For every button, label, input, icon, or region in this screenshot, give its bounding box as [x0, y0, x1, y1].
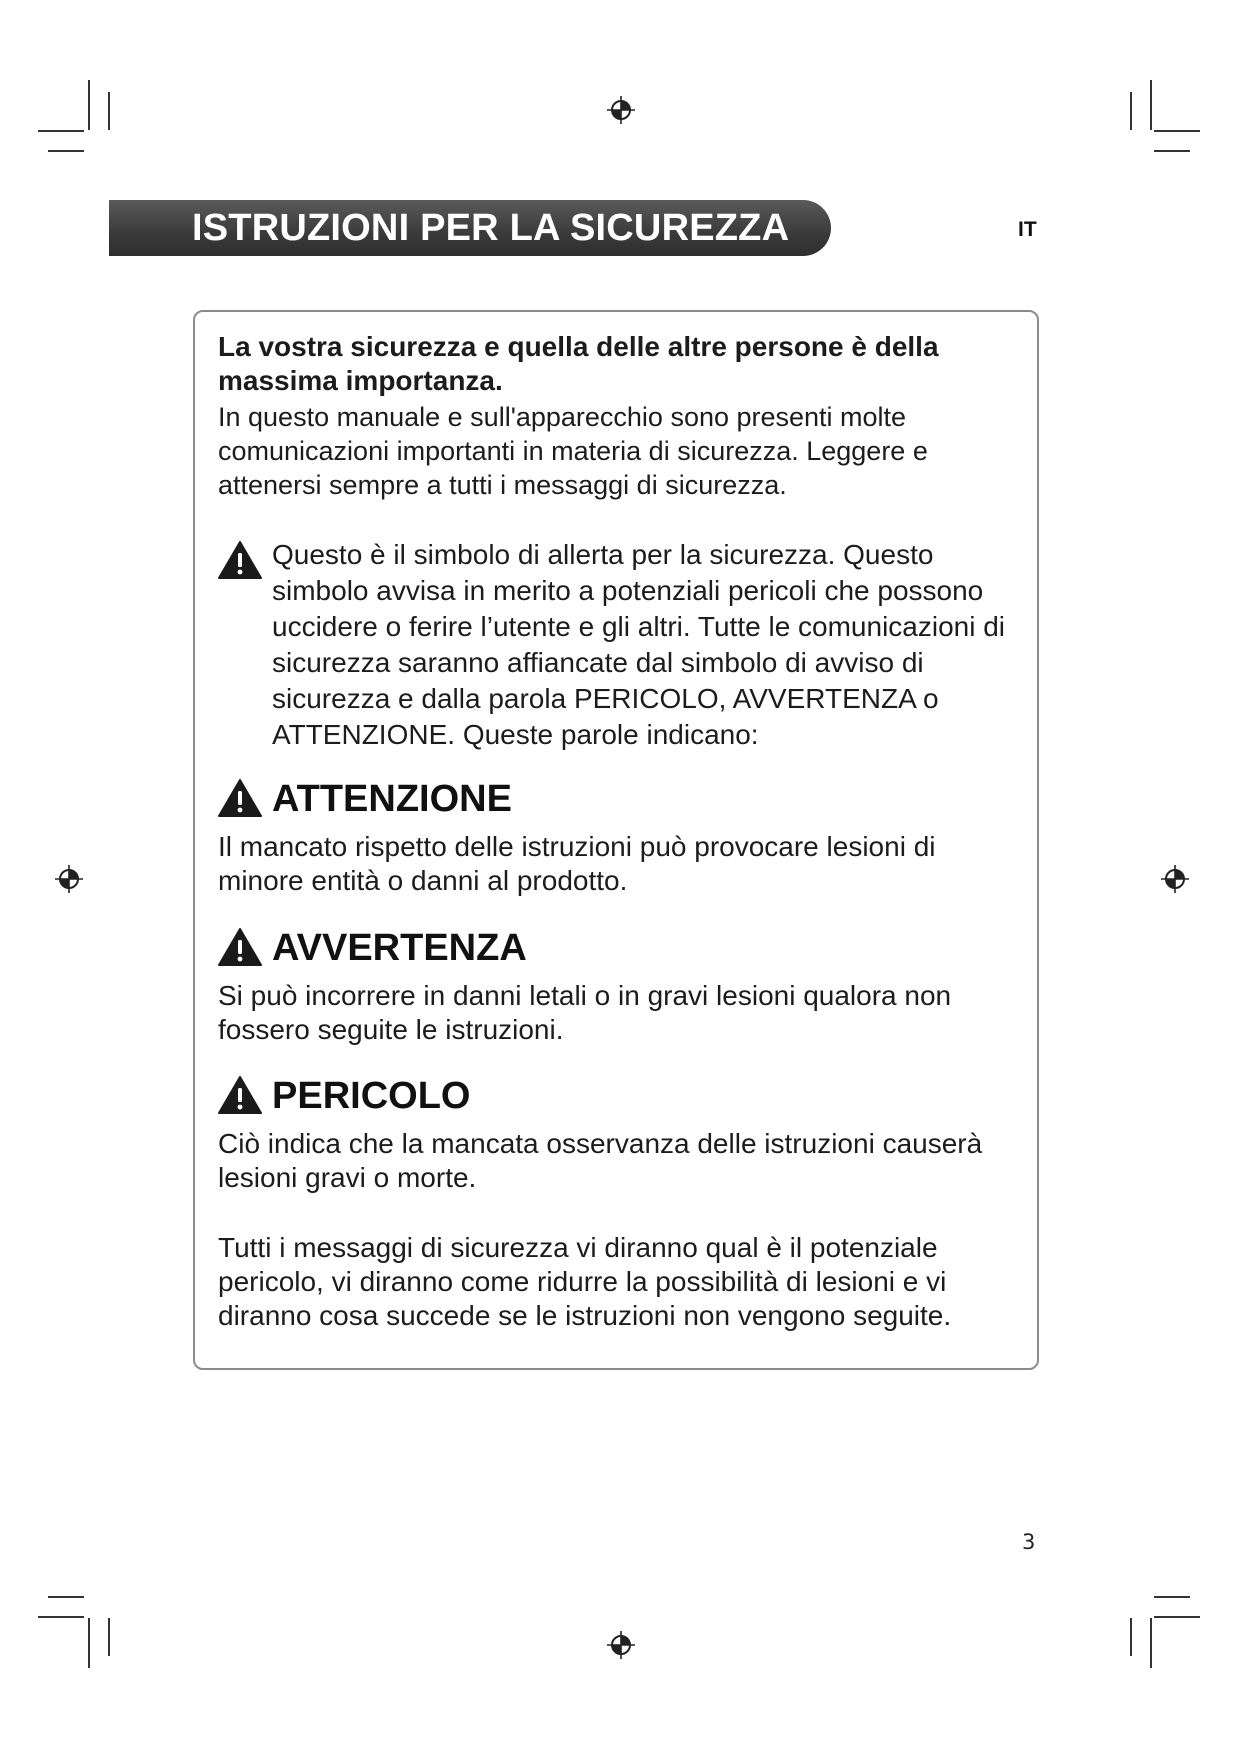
warning-triangle-icon	[217, 778, 263, 818]
registration-mark-icon	[54, 864, 84, 894]
section-text-avvertenza: Si può incorrere in danni letali o in gravi lesioni qualora non fossero seguite le istruzioni.	[218, 980, 952, 1045]
registration-mark-icon	[1160, 864, 1190, 894]
page-number: 3	[1022, 1530, 1036, 1554]
closing-text: Tutti i messaggi di sicurezza vi diranno qual è il potenziale pericolo, vi diranno come ridurre la possibilità di lesioni e vi diranno cosa succede se le istruzioni non vengono seguite.	[218, 1232, 952, 1331]
alert-symbol-text: Questo è il simbolo di allerta per la sicurezza. Questo simbolo avvisa in merito a potenziali pericoli che possono uccidere o ferire l’utente e gli altri. Tutte le comunicazioni di sicurezza saranno affiancate dal simbolo di avviso di sicurezza e dalla parola PERICOLO, AVVERTENZA o ATTENZIONE. Queste parole indicano:	[272, 539, 1006, 750]
section-text-pericolo: Ciò indica che la mancata osservanza delle istruzioni causerà lesioni gravi o morte.	[218, 1128, 983, 1193]
section-heading-attenzione: ATTENZIONE	[272, 778, 512, 820]
warning-triangle-icon	[217, 540, 263, 580]
page-title: ISTRUZIONI PER LA SICUREZZA	[192, 207, 790, 249]
section-heading-pericolo: PERICOLO	[272, 1075, 471, 1117]
section-text-attenzione: Il mancato rispetto delle istruzioni può provocare lesioni di minore entità o danni al prodotto.	[218, 831, 936, 896]
language-code: IT	[1018, 218, 1037, 241]
intro-bold-text: La vostra sicurezza e quella delle altre persone è della massima importanza.	[218, 331, 939, 396]
registration-mark-icon	[606, 95, 636, 125]
intro-text: In questo manuale e sull'apparecchio sono presenti molte comunicazioni importanti in materia di sicurezza. Leggere e attenersi sempre a tutti i messaggi di sicurezza.	[218, 402, 928, 500]
registration-mark-icon	[606, 1630, 636, 1660]
warning-triangle-icon	[217, 927, 263, 967]
warning-triangle-icon	[217, 1075, 263, 1115]
section-heading-avvertenza: AVVERTENZA	[272, 927, 527, 969]
